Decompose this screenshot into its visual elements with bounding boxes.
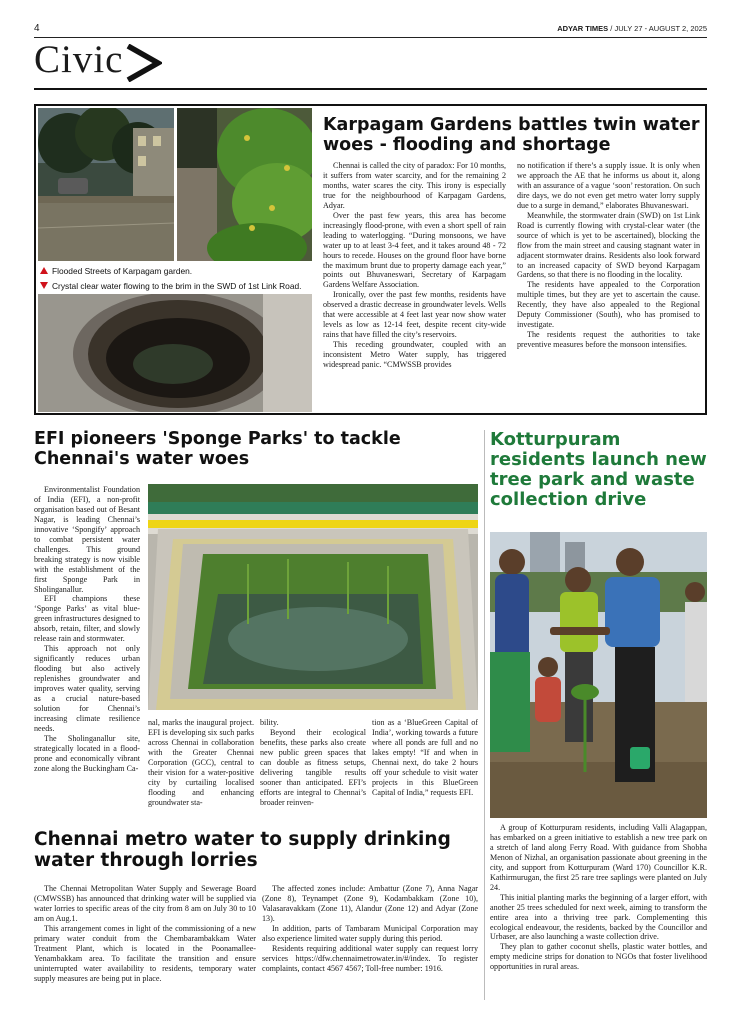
photo-caption-1: Flooded Streets of Karpagam garden. — [40, 266, 312, 276]
story1-column-1: Chennai is called the city of paradox: For 10 months, it suffers from water scarcity, and for the remaining 2 months, water scares the city. This irony is especially true for the neighbourhood of Karpagam Gardens, Adyar. Over the past few years, this area has become increasingly flood-prone, with even a short spell of rain leading to waterlogging. “During monsoons, we have water up to at least 3-4 feet, and it takes around 48 - 72 hours to recede. Houses on the ground floor have borne the maximum brunt due to property damage each year,” points out Bhuvaneswari, Secretary of Karpagam Gardens Welfare Association. Ironically, over the past few months, residents have observed a drastic decrease in groundwater levels. Wells that were accessible at 4 feet last year now show water levels as low as 12-14 feet, despite recent city-wide rains that have filled the city’s reservoirs. This receding groundwater, coupled with an inconsistent Metro Water supply, has triggered widespread panic. “CMWSSB provides — [323, 161, 506, 370]
story4-headline: Chennai metro water to supply drinking water through lorries — [34, 829, 451, 871]
story2-headline: EFI pioneers 'Sponge Parks' to tackle Chennai's water woes — [34, 429, 401, 469]
issue-date: / JULY 27 - AUGUST 2, 2025 — [610, 24, 707, 33]
publication-name: ADYAR TIMES — [557, 24, 609, 33]
flooded-street-photo — [38, 108, 174, 261]
story4-column-2: The affected zones include: Ambattur (Zone 7), Anna Nagar (Zone 8), Teynampet (Zone 9), Kodambakkam (Zone 10), Valasaravakkam (Zone 11), Alandur (Zone 12) and Adyar (Zone 13). In addition, parts of Tambaram Municipal Corporation may also experience limited water supply during this period. Residents requiring additional water supply can request lorry services https://dfw.chennaimetrowater.in/#/index. To register complaints, contact 4567 4567; Toll-free number: 1916. — [262, 884, 478, 973]
story1-column-2: no notification if there’s a supply issue. It is only when we approach the AE that he informs us about it, along with an assurance of a vague ‘soon’ restoration. On such dire days, we do not even get metro water lorry supply due to a surge in demand,” elaborates Bhuvaneswari. Meanwhile, the stormwater drain (SWD) on 1st Link Road is currently flowing with crystal-clear water (the source of which is yet to be ascertained), blocking the flow from the main street and causing stagnant water in adjacent stormwater drains. Residents also look forward to an increased capacity of SWD beyond Karpagam Gardens, so that there is no flooding in the locality. The residents have appealed to the Corporation multiple times, but they are yet to ascertain the cause. Recently, they have also appealed to the Regional Deputy Commissioner (South), who has promised to investigate. The residents request the authorities to take preventive measures before the monsoon intensifies. — [517, 161, 700, 350]
flooded-garden-photo — [177, 108, 312, 261]
tree-planting-photo — [490, 532, 707, 818]
featured-story-box — [34, 104, 707, 415]
story2-column-1: Environmentalist Foundation of India (EFI), a non-profit organisation based out of Besant Nagar, is leading Chennai’s innovative ‘Spongify’ approach to combat persistent water challenges. This ground breaking strategy is now visible with the establishment of the first Sponge Park in Sholinganallur. EFI champions these ‘Sponge Parks’ as vital blue-green infrastructures designed to absorb, retain, filter, and slowly release rain and stormwater. This approach not only significantly reduces urban flooding but also actively replenishes groundwater and improves water quality, serving as a crucial nature-based solution for Chennai’s increasing climate resilience needs. The Sholinganallur site, strategically located in a flood-prone and economically vibrant zone along the Buckingham Ca- — [34, 485, 140, 773]
story4-column-1: The Chennai Metropolitan Water Supply and Sewerage Board (CMWSSB) has announced that drinking water will be supplied via water lorries to specific areas of the city from 8 am on July 30 to 10 am on Aug.1. This arrangement comes in light of the commissioning of a new primary water conduit from the Chembarambakkam Water Treatment Plant, which is located in the Poonamallee-Yenambakkam area. To facilitate the transition and ensure uninterrupted water availability to residents, temporary water supply measures are being put in place. — [34, 884, 256, 983]
triangle-down-icon — [40, 282, 48, 289]
section-rule — [34, 88, 707, 90]
section-title: Civic — [34, 38, 124, 81]
story2-column-3: bility. Beyond their ecological benefits, these parks also create new public green spaces that can double as fitness setups, delivering tangible results sooner than anticipated. EFI’s efforts are integral to Chennai’s broader reinven- — [260, 718, 366, 807]
sponge-park-photo — [148, 484, 478, 710]
page-number: 4 — [34, 23, 40, 34]
story3-headline: Kotturpuram residents launch new tree park and waste collection drive — [490, 429, 707, 511]
story3-body: A group of Kotturpuram residents, including Valli Alagappan, has embarked on a green initiative to establish a new tree park on a stretch of land along Ferry Road. With guidance from Shobha Menon of Nizhal, an organisation passionate about greening in the city, and support from Kotturpuram (Ward 170) Councillor K.R. Kathirmurugan, the first 25 rare tree saplings were planted on July 24. This initial planting marks the beginning of a larger effort, with another 25 trees scheduled for next week, aiming to transform the entire area into a thriving tree park. Complementing this ecological endeavour, the residents, backed by the Councillor and Urbaser, are also launching a waste collection drive. They plan to gather coconut shells, plastic water bottles, and empty medicine strips for donation to NGOs that foster livelihood opportunities in rural areas. — [490, 823, 707, 972]
chevron-right-icon — [124, 44, 162, 82]
story2-column-2: nal, marks the inaugural project. EFI is developing six such parks across Chennai in collaboration with the Greater Chennai Corporation (GCC), central to their vision for a water-positive city by curtailing localised flooding and enhancing groundwater sta- — [148, 718, 254, 807]
photo-caption-2: Crystal clear water flowing to the brim in the SWD of 1st Link Road. — [40, 281, 312, 291]
triangle-up-icon — [40, 267, 48, 274]
stormwater-drain-photo — [38, 294, 312, 412]
column-divider — [484, 430, 485, 1000]
story2-column-4: tion as a ‘BlueGreen Capital of India’, working towards a future where all ponds are full and no lakes empty! “If and when in Chennai next, do take 2 hours off your schedule to visit water projects in this BlueGreen Capital of India,” requests EFI. — [372, 718, 478, 797]
header-rule — [34, 37, 707, 38]
story1-headline: Karpagam Gardens battles twin water woes - flooding and shortage — [323, 115, 700, 155]
masthead — [557, 24, 707, 33]
